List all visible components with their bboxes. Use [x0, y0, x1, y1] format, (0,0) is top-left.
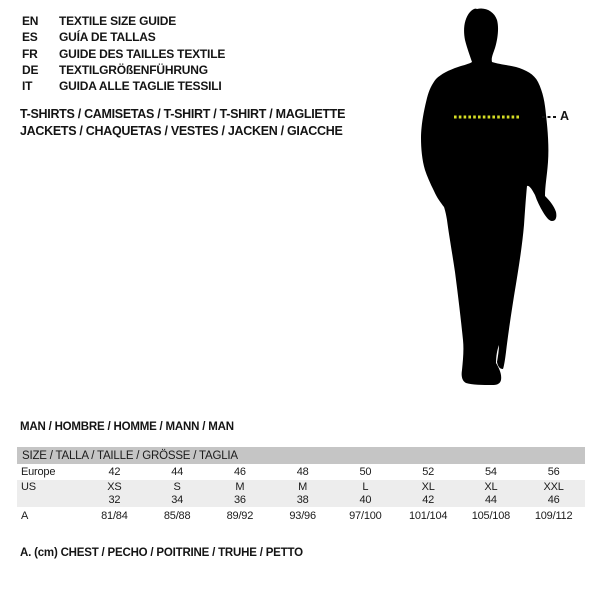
size-value: 105/108 — [471, 510, 511, 522]
size-value: 34 — [146, 493, 209, 507]
row-label — [17, 493, 83, 507]
size-value: 97/100 — [349, 510, 382, 522]
size-table-header: SIZE / TALLA / TAILLE / GRÖSSE / TAGLIA — [17, 447, 585, 464]
size-value: 32 — [83, 493, 146, 507]
size-value: S — [146, 480, 209, 493]
size-value: L — [334, 480, 397, 493]
size-value: 54 — [484, 466, 497, 478]
garment-categories — [20, 106, 345, 140]
man-silhouette-shape — [421, 8, 556, 385]
size-value: 44 — [171, 466, 184, 478]
size-table-wrap — [17, 447, 585, 525]
size-value: 42 — [397, 493, 460, 507]
category-line-tshirts: T-SHIRTS / CAMISETAS / T-SHIRT / T-SHIRT / MAGLIETTE — [20, 107, 346, 121]
size-value: 36 — [209, 493, 272, 507]
man-silhouette — [405, 0, 600, 395]
size-value: 85/88 — [163, 510, 191, 522]
language-row-fr — [22, 46, 225, 62]
measurement-label-a: A — [560, 109, 570, 123]
language-row-es — [22, 29, 225, 45]
size-value: 52 — [422, 466, 435, 478]
language-label: GUIDA ALLE TAGLIE TESSILI — [59, 79, 222, 94]
language-code: ES — [22, 30, 38, 45]
language-row-it — [22, 78, 225, 94]
size-value: XL — [397, 480, 460, 493]
size-value: 46 — [233, 466, 246, 478]
language-label: TEXTILGRÖßENFÜHRUNG — [59, 62, 208, 77]
language-code: FR — [22, 46, 38, 61]
size-table-header-row — [17, 447, 585, 464]
row-label: A — [21, 510, 29, 522]
size-value: 48 — [296, 466, 309, 478]
size-value: XS — [83, 480, 146, 493]
size-value: 109/112 — [534, 510, 573, 522]
table-row-chest — [17, 507, 585, 525]
table-row-us-numeric — [17, 493, 585, 507]
size-value: M — [209, 480, 272, 493]
size-value: 81/84 — [101, 510, 128, 522]
size-table — [17, 447, 585, 525]
size-value: 40 — [334, 493, 397, 507]
language-label: TEXTILE SIZE GUIDE — [59, 14, 177, 28]
footnote-chest-legend: A. (cm) CHEST / PECHO / POITRINE / TRUHE / PETTO — [20, 547, 303, 559]
language-label: GUIDE DES TAILLES TEXTILE — [59, 46, 226, 61]
table-row-us — [17, 480, 585, 493]
size-value: 46 — [522, 493, 585, 507]
row-label: US — [17, 480, 83, 493]
language-row-en — [22, 13, 225, 29]
size-value: 89/92 — [226, 510, 254, 522]
size-value: XL — [460, 480, 523, 493]
language-code: DE — [22, 62, 39, 77]
size-value: 42 — [108, 466, 121, 478]
section-heading-man: MAN / HOMBRE / HOMME / MANN / MAN — [20, 421, 234, 433]
size-value: 50 — [359, 466, 372, 478]
language-code: IT — [22, 79, 33, 94]
language-row-de — [22, 62, 225, 78]
size-value: M — [271, 480, 334, 493]
language-list — [22, 13, 225, 94]
size-value: 101/104 — [408, 510, 448, 522]
size-value: 38 — [271, 493, 334, 507]
table-row-europe — [17, 464, 585, 480]
category-line-jackets: JACKETS / CHAQUETAS / VESTES / JACKEN / GIACCHE — [20, 124, 343, 138]
size-value: XXL — [522, 480, 585, 493]
language-code: EN — [22, 14, 39, 28]
size-value: 93/96 — [289, 510, 316, 522]
size-value: 44 — [460, 493, 523, 507]
language-label: GUÍA DE TALLAS — [59, 30, 156, 45]
size-value: 56 — [547, 466, 560, 478]
row-label: Europe — [21, 466, 56, 478]
